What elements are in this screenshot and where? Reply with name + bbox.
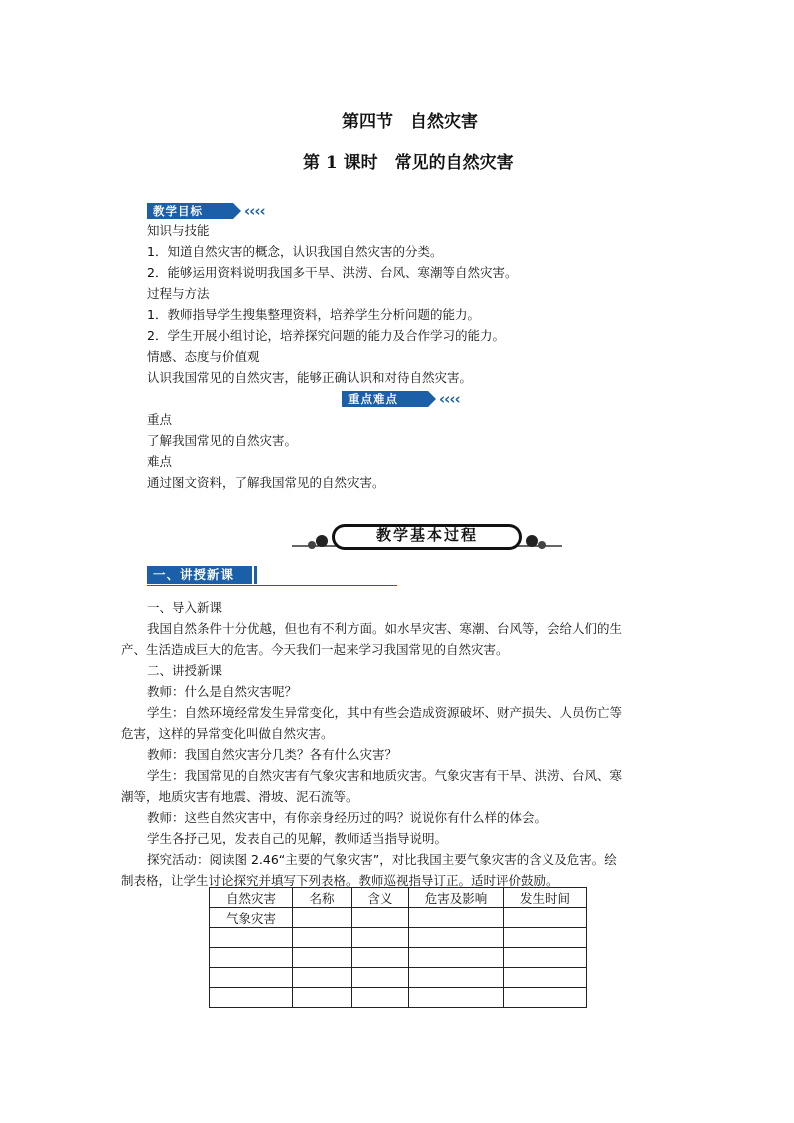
- body-line: 潮等，地质灾害有地震、滑坡、泥石流等。: [121, 789, 359, 804]
- body-line: 我国自然条件十分优越，但也有不利方面。如水旱灾害、寒潮、台风等，会给人们的生: [147, 621, 623, 636]
- body-line: 一、导入新课: [147, 600, 223, 615]
- table-cell: [352, 948, 409, 968]
- table-cell: [409, 948, 504, 968]
- section-one-underline: [147, 585, 397, 586]
- table-cell: [352, 968, 409, 988]
- goals-line: 过程与方法: [147, 286, 210, 301]
- keypoints-line: 了解我国常见的自然灾害。: [147, 433, 298, 448]
- table-cell: [409, 908, 504, 928]
- section-one-accent: [254, 566, 257, 584]
- table-cell: [504, 968, 587, 988]
- table-cell: [210, 968, 293, 988]
- table-cell: 气象灾害: [210, 908, 293, 928]
- table-header-cell: 自然灾害: [210, 888, 293, 908]
- table-cell: [293, 968, 352, 988]
- chevron-left-icon: ‹‹‹‹: [439, 390, 460, 408]
- disaster-table: [209, 887, 587, 1008]
- table-cell: [409, 988, 504, 1008]
- table-cell: [504, 988, 587, 1008]
- body-line: 教师：这些自然灾害中，有你亲身经历过的吗？说说你有什么样的体会。: [147, 810, 548, 825]
- keypoints-badge-label: 重点难点: [342, 391, 428, 407]
- body-line: 制表格，让学生讨论探究并填写下列表格。教师巡视指导订正。适时评价鼓励。: [121, 873, 559, 888]
- table-header-cell: 名称: [293, 888, 352, 908]
- table-row: [210, 908, 587, 928]
- table-row: [210, 968, 587, 988]
- table-cell: [409, 928, 504, 948]
- lesson-title: 第 1 课时 常见的自然灾害: [303, 153, 514, 173]
- goals-line: 1．教师指导学生搜集整理资料，培养学生分析问题的能力。: [147, 307, 480, 322]
- keypoints-line: 难点: [147, 454, 173, 469]
- table-cell: [210, 928, 293, 948]
- body-line: 学生：自然环境经常发生异常变化，其中有些会造成资源破坏、财产损失、人员伤亡等: [147, 705, 623, 720]
- table-cell: [210, 948, 293, 968]
- table-cell: [504, 908, 587, 928]
- body-line: 学生：我国常见的自然灾害有气象灾害和地质灾害。气象灾害有干旱、洪涝、台风、寒: [147, 768, 623, 783]
- keypoints-line: 重点: [147, 412, 173, 427]
- table-header-cell: 含义: [352, 888, 409, 908]
- table-cell: [504, 948, 587, 968]
- table-cell: [352, 928, 409, 948]
- table-cell: [293, 928, 352, 948]
- badge-tip-shape: [233, 203, 241, 219]
- body-line: 产、生活造成巨大的危害。今天我们一起来学习我国常见的自然灾害。: [121, 642, 509, 657]
- table-row: [210, 928, 587, 948]
- badge-tip-shape: [428, 391, 436, 407]
- goals-badge-label: 教学目标: [147, 203, 233, 219]
- table-header-cell: 发生时间: [504, 888, 587, 908]
- table-cell: [504, 928, 587, 948]
- goals-line: 知识与技能: [147, 223, 210, 238]
- goals-line: 2．学生开展小组讨论，培养探究问题的能力及合作学习的能力。: [147, 328, 505, 343]
- table-row: [210, 948, 587, 968]
- keypoints-line: 通过图文资料，了解我国常见的自然灾害。: [147, 475, 385, 490]
- process-banner-title: 教学基本过程: [375, 526, 478, 544]
- table-cell: [293, 988, 352, 1008]
- body-line: 学生各抒己见，发表自己的见解，教师适当指导说明。: [147, 831, 448, 846]
- table-row: [210, 988, 587, 1008]
- body-line: 二、讲授新课: [147, 663, 223, 678]
- table-header-cell: 危害及影响: [409, 888, 504, 908]
- table-cell: [352, 988, 409, 1008]
- body-line: 教师：我国自然灾害分几类？各有什么灾害？: [147, 747, 398, 762]
- section-one-label: 一、讲授新课: [153, 567, 235, 582]
- table-cell: [210, 988, 293, 1008]
- table-cell: [293, 948, 352, 968]
- chevron-left-icon: ‹‹‹‹: [244, 202, 265, 220]
- goals-line: 情感、态度与价值观: [147, 349, 260, 364]
- body-line: 探究活动：阅读图 2.46“主要的气象灾害”，对比我国主要气象灾害的含义及危害。绘: [147, 852, 617, 867]
- table-cell: [409, 968, 504, 988]
- goals-line: 1．知道自然灾害的概念，认识我国自然灾害的分类。: [147, 244, 443, 259]
- table-cell: [293, 908, 352, 928]
- section-title: 第四节 自然灾害: [342, 112, 478, 132]
- table-header-row: [210, 888, 587, 908]
- goals-line: 2．能够运用资料说明我国多干旱、洪涝、台风、寒潮等自然灾害。: [147, 265, 518, 280]
- table-cell: [352, 908, 409, 928]
- body-line: 教师：什么是自然灾害呢？: [147, 684, 298, 699]
- body-line: 危害，这样的异常变化叫做自然灾害。: [121, 726, 334, 741]
- goals-line: 认识我国常见的自然灾害，能够正确认识和对待自然灾害。: [147, 370, 473, 385]
